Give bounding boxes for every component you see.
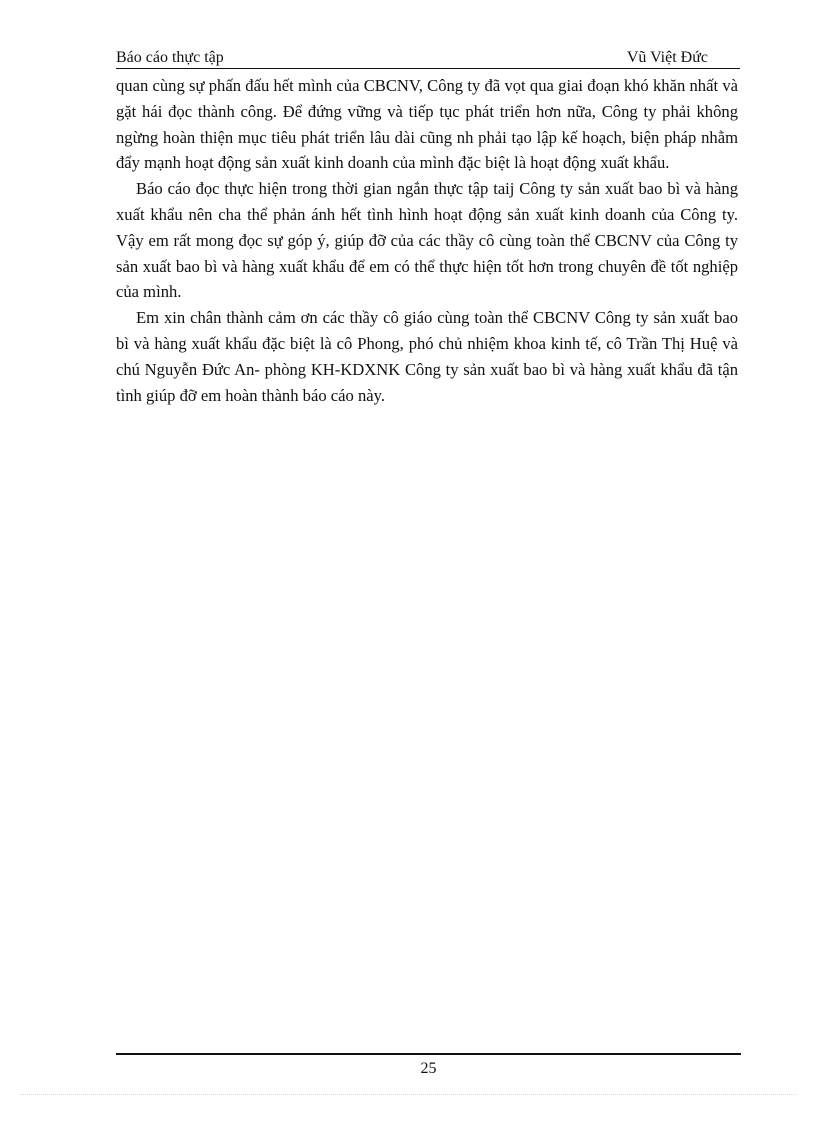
paragraph-1: quan cùng sự phấn đấu hết mình của CBCNV, Công ty đã vọt qua giai đoạn khó khăn nhất và gặt hái đọc thành công. Để đứng vững và tiếp tục phát triển hơn nữa, Công ty phải không ngừng hoàn thiện mục tiêu phát triển lâu dài cũng nh phải tạo lập kế hoạch, biện pháp nhằm đẩy mạnh hoạt động sản xuất kinh doanh của mình đặc biệt là hoạt động xuất khẩu. bbox=[116, 76, 738, 173]
header-title: Báo cáo thực tập bbox=[116, 49, 224, 66]
body-text bbox=[116, 73, 738, 408]
paragraph-3: Em xin chân thành cảm ơn các thầy cô giáo cùng toàn thể CBCNV Công ty sản xuất bao bì và hàng xuất khẩu đặc biệt là cô Phong, phó chủ nhiệm khoa kinh tế, cô Trần Thị Huệ và chú Nguyễn Đức An- phòng KH-KDXNK Công ty sản xuất bao bì và hàng xuất khẩu đã tận tình giúp đỡ em hoàn thành báo cáo này. bbox=[116, 308, 738, 405]
page-header bbox=[116, 48, 740, 69]
footer-divider bbox=[116, 1053, 741, 1055]
page-bottom-edge bbox=[20, 1094, 796, 1095]
header-author: Vũ Việt Đức bbox=[626, 49, 708, 66]
page-number: 25 bbox=[420, 1060, 437, 1077]
paragraph-2: Báo cáo đọc thực hiện trong thời gian ngắn thực tập taij Công ty sản xuất bao bì và hàng xuất khẩu nên cha thể phản ánh hết tình hình hoạt động sản xuất kinh doanh của Công ty. Vậy em rất mong đọc sự góp ý, giúp đỡ của các thầy cô cùng toàn thể CBCNV của Công ty sản xuất bao bì và hàng xuất khẩu để em có thể thực hiện tốt hơn trong chuyên đề tốt nghiệp của mình. bbox=[116, 179, 738, 302]
